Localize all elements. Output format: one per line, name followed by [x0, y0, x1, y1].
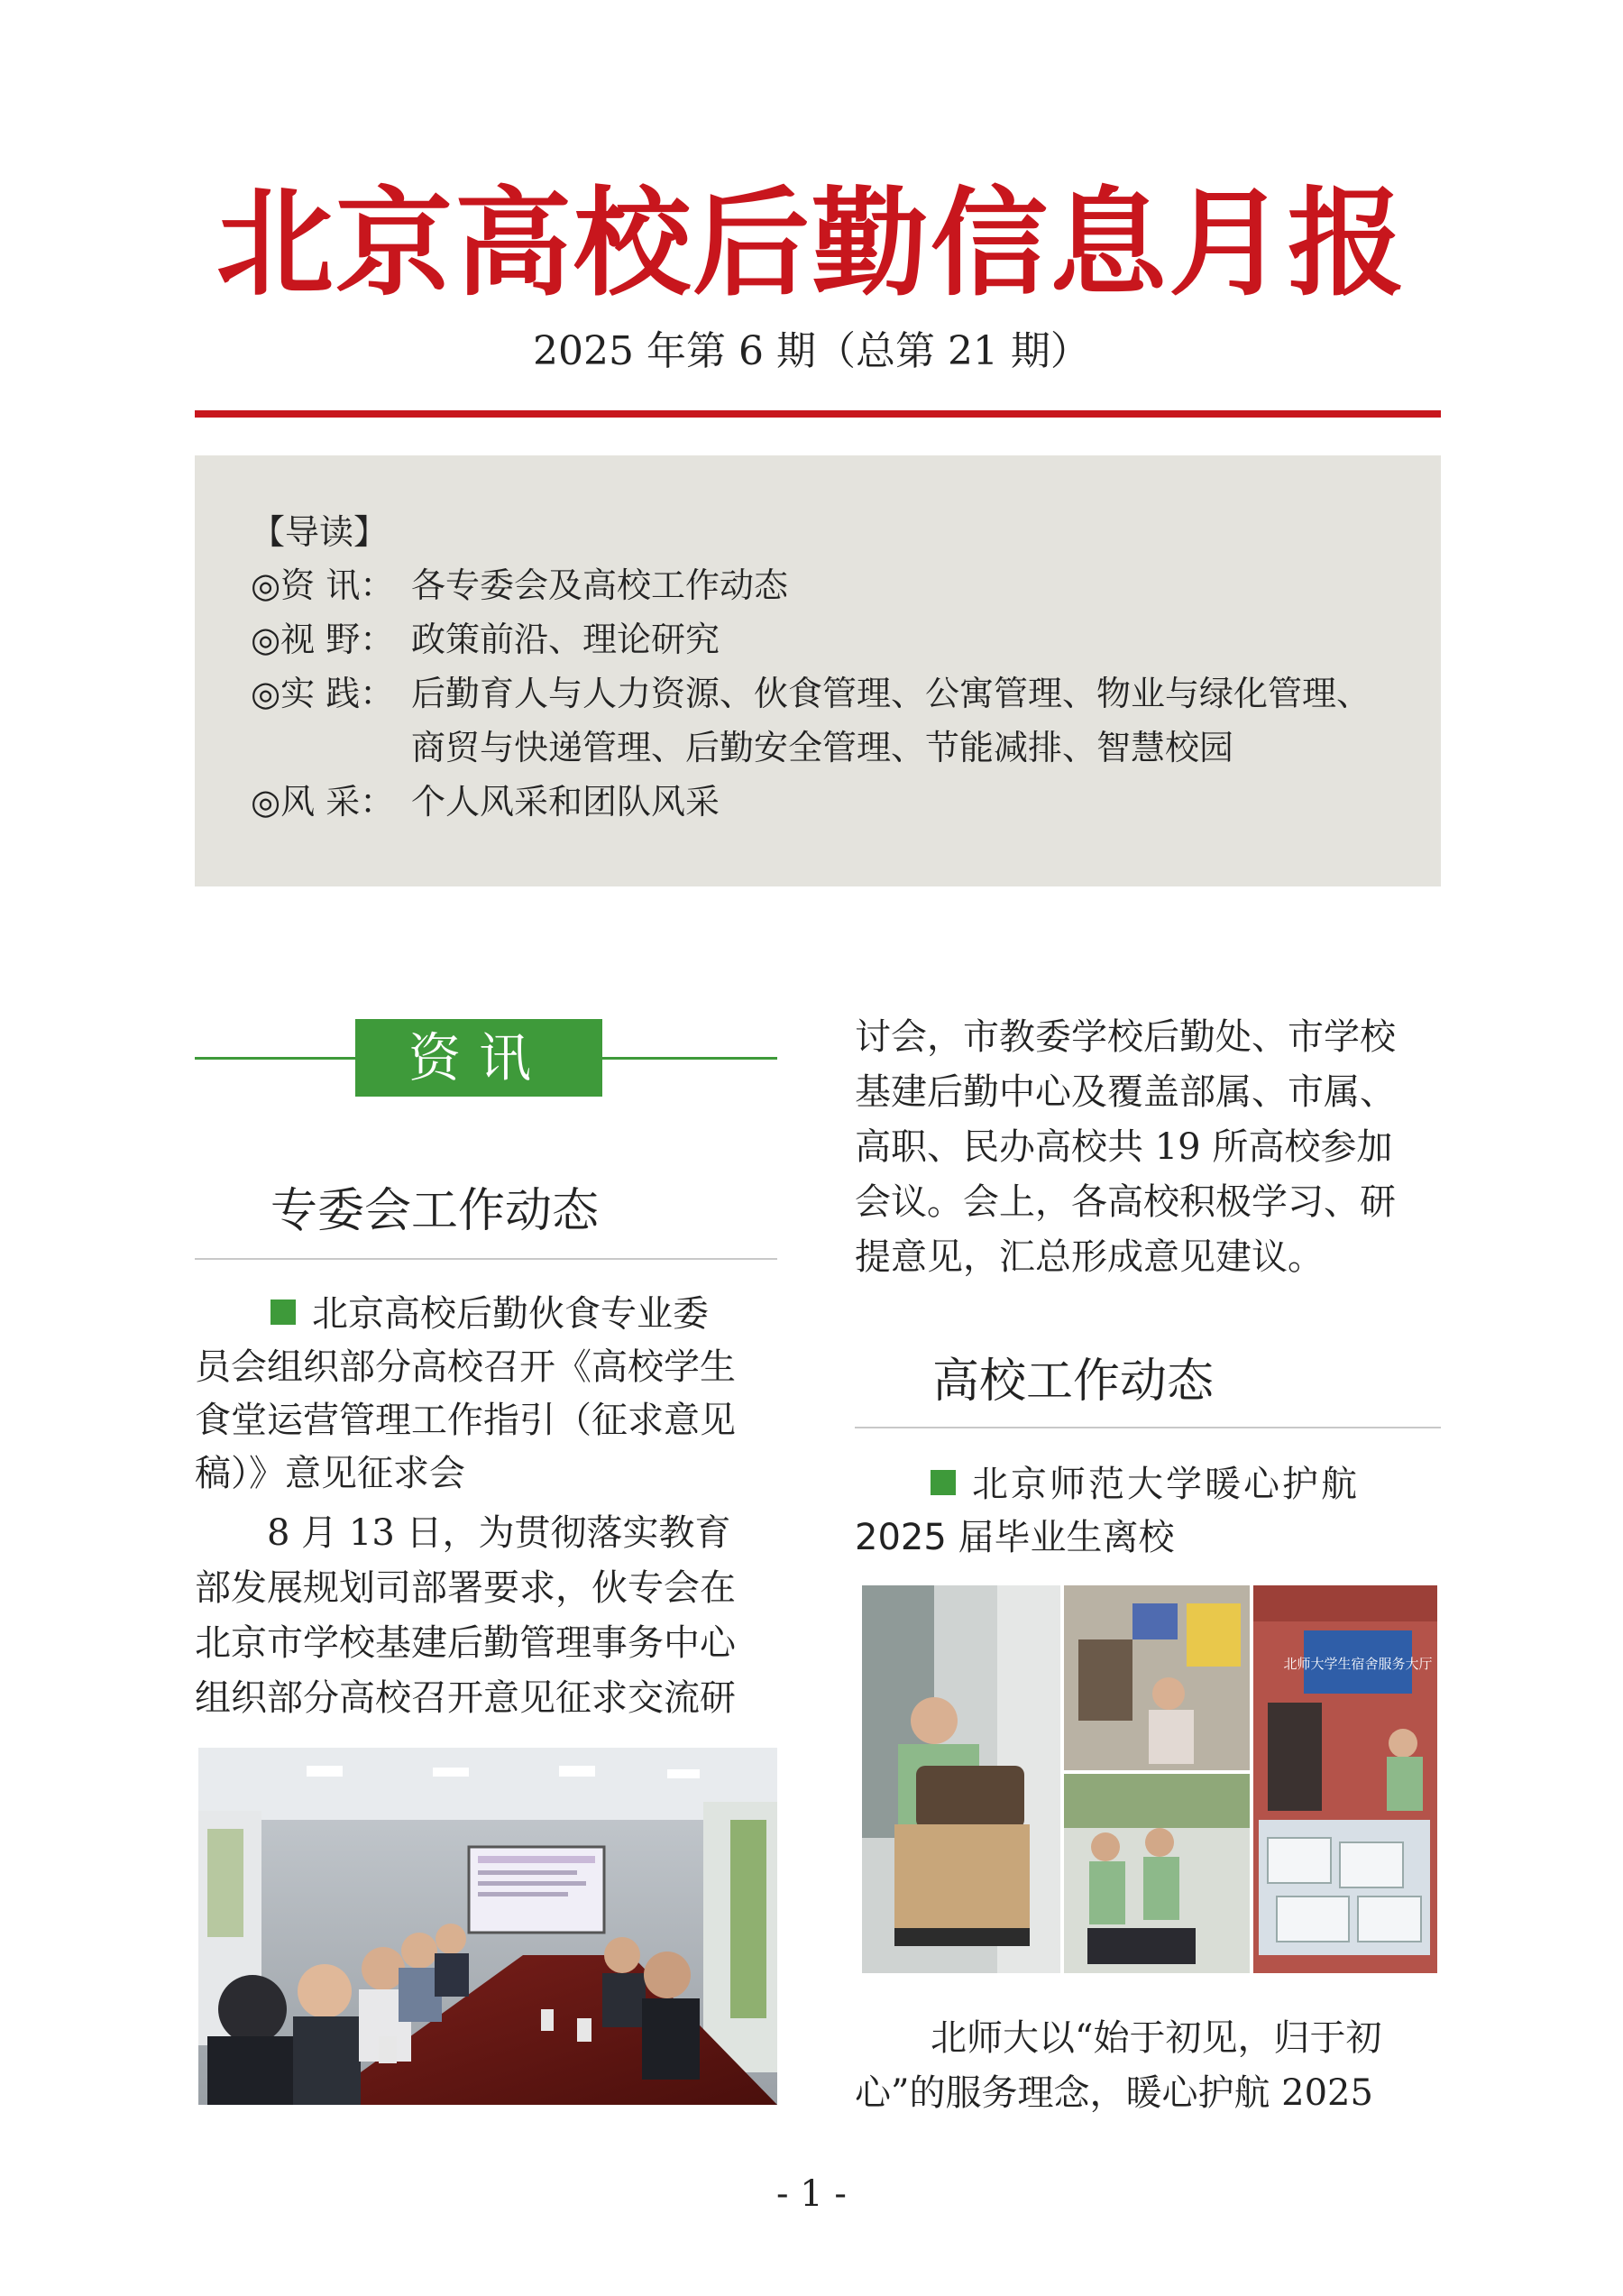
guide-row-practice-cont: 商贸与快递管理、后勤安全管理、节能减排、智慧校园 — [411, 728, 1234, 767]
article-title-committee: 北京高校后勤伙食专业委 员会组织部分高校召开《高校学生 食堂运营管理工作指引（征求意见 稿）》意见征求会 — [195, 1293, 736, 1494]
guide-row-label: ◎实 践： — [251, 674, 395, 713]
article-title-bnu: 北京师范大学暖心护航 2025 届毕业生离校 — [855, 1464, 1360, 1558]
subhead-rule — [195, 1258, 777, 1260]
subhead-committee: 专委会工作动态 — [270, 1184, 600, 1238]
graduation-collage-photo — [862, 1585, 1437, 1973]
section-label: 资讯 — [355, 1019, 602, 1097]
subhead-rule — [855, 1427, 1441, 1428]
article-body-committee-cont: 讨会，市教委学校后勤处、市学校 基建后勤中心及覆盖部属、市属、 高职、民办高校共 19 所高校参加 会议。会上，各高校积极学习、研 提意见，汇总形成意见建议。 — [855, 1016, 1396, 1278]
guide-row-text: 个人风采和团队风采 — [411, 782, 720, 822]
meeting-photo — [198, 1748, 777, 2105]
masthead-red-rule — [195, 410, 1441, 418]
page-number: - 1 - — [776, 2173, 847, 2215]
guide-row-text: 政策前沿、理论研究 — [411, 620, 720, 659]
article-body-bnu: 北师大以“始于初见，归于初 心”的服务理念，暖心护航 2025 — [855, 2017, 1382, 2114]
section-rule-right — [602, 1057, 777, 1060]
guide-row-practice — [251, 666, 1371, 721]
article-body-committee: 8 月 13 日，为贯彻落实教育 部发展规划司部署要求，伙专会在 北京市学校基建后勤管理事务中心 组织部分高校召开意见征求交流研 — [195, 1512, 736, 1719]
guide-row-style — [251, 775, 720, 829]
section-rule-left — [195, 1057, 355, 1060]
green-square-bullet — [270, 1300, 296, 1325]
guide-row-text: 各专委会及高校工作动态 — [411, 565, 789, 605]
guide-row-news — [251, 558, 788, 612]
service-hall-sign: 北师大学生宿舍服务大厅 — [1283, 1656, 1433, 1672]
guide-row-label: ◎风 采： — [251, 782, 395, 822]
guide-row-vision — [251, 612, 720, 666]
masthead-title: 北京高校后勤信息月报 — [215, 174, 1407, 312]
guide-heading: 【导读】 — [251, 512, 389, 552]
guide-panel — [195, 455, 1441, 886]
issue-number: 2025 年第 6 期（总第 21 期） — [533, 328, 1090, 374]
guide-row-text: 后勤育人与人力资源、伙食管理、公寓管理、物业与绿化管理、 — [411, 674, 1371, 713]
guide-row-label: ◎资 讯： — [251, 565, 395, 605]
green-square-bullet — [931, 1470, 956, 1495]
guide-row-label: ◎视 野： — [251, 620, 395, 659]
subhead-university: 高校工作动态 — [932, 1355, 1215, 1409]
